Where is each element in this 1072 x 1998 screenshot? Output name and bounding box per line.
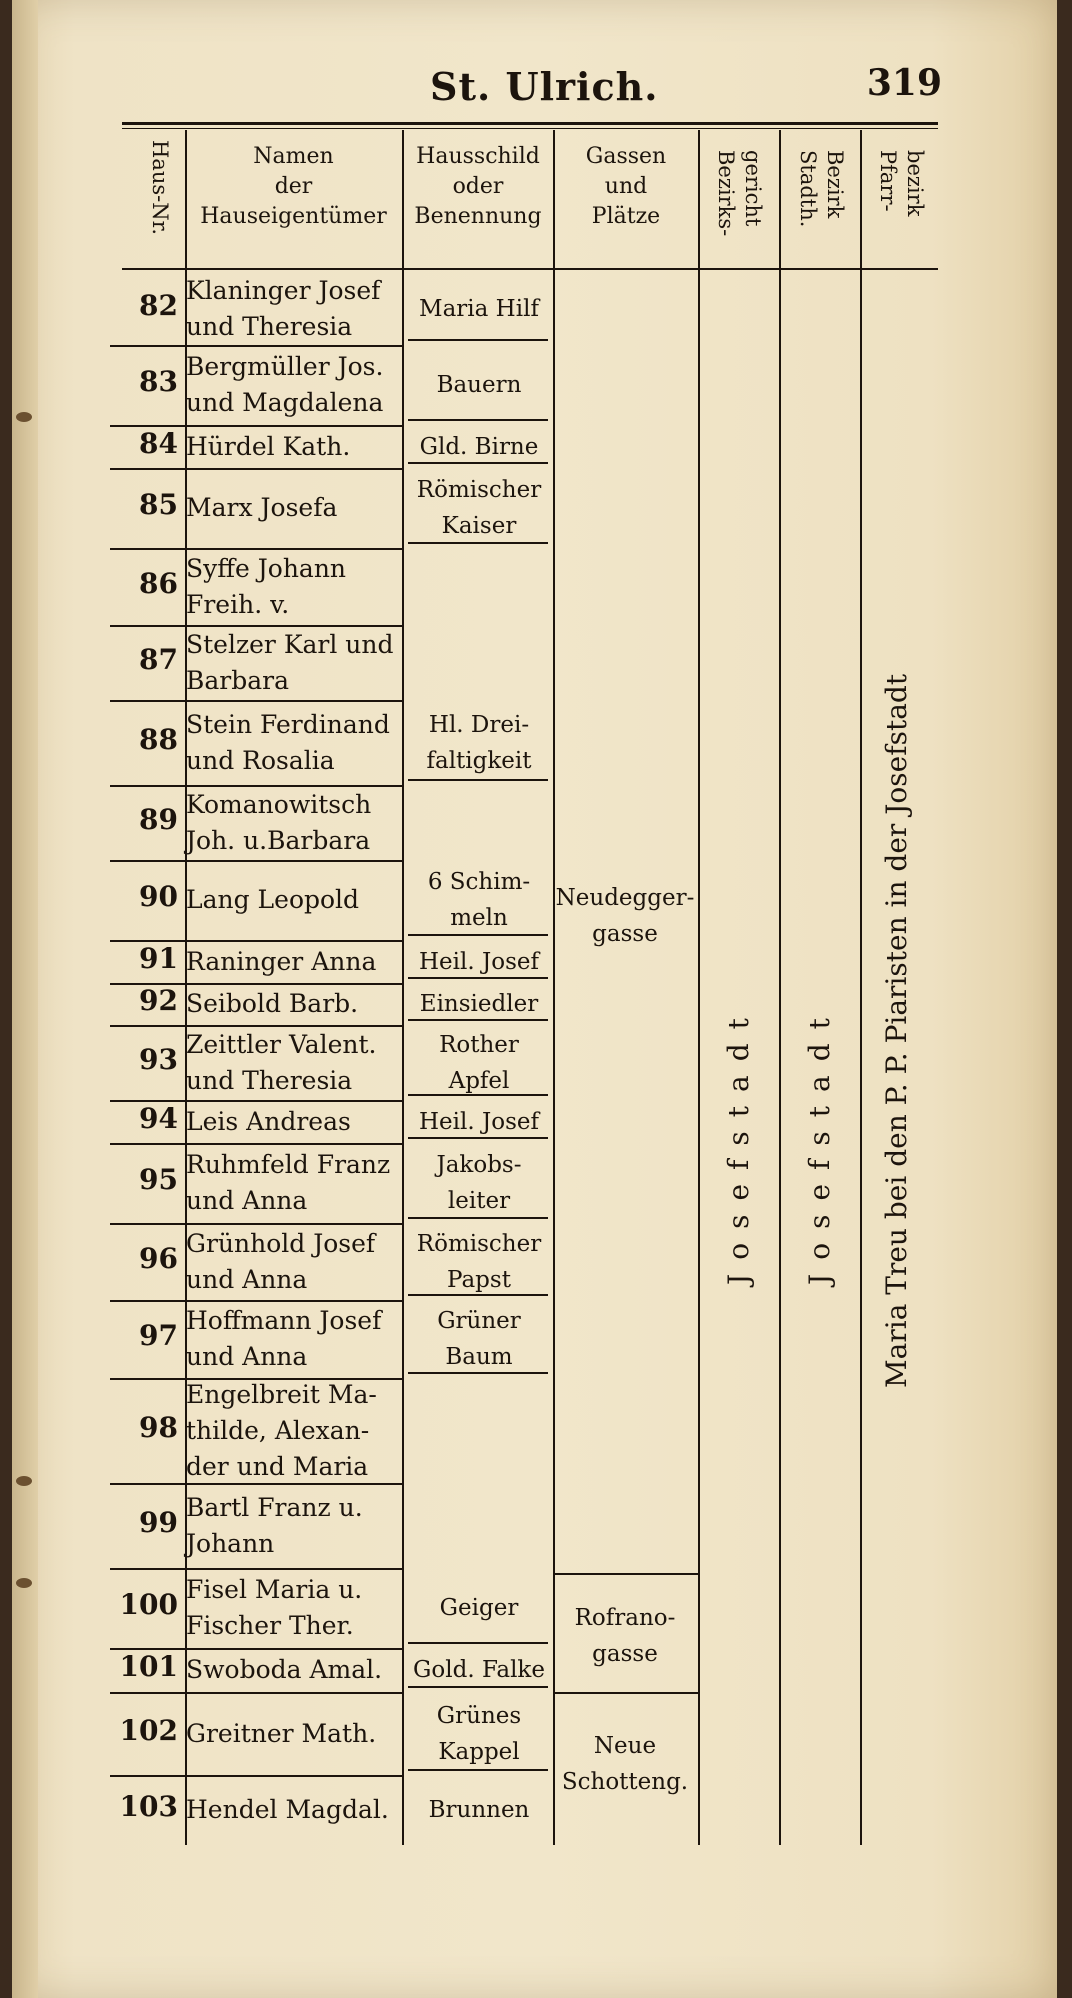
owner-name-line: und Anna	[186, 1264, 308, 1294]
col-head-owners-line: der	[274, 174, 313, 199]
owner-name-line: der und Maria	[186, 1451, 369, 1481]
sign-divider	[408, 1642, 548, 1644]
street-rofrano	[555, 1600, 695, 1672]
col-head-court-2: gericht	[741, 150, 765, 227]
house-sign-line: Jakobs-	[436, 1152, 522, 1178]
street-divider	[553, 1692, 698, 1694]
page-header	[110, 58, 940, 118]
owner-name-line: Ruhmfeld Franz	[186, 1150, 391, 1179]
header-rule-thin	[122, 128, 938, 129]
house-number: 85	[139, 488, 178, 521]
page-number: 319	[866, 62, 942, 104]
owner-name-line: Klaninger Josef	[186, 275, 381, 305]
owner-name-line: Fisel Maria u.	[186, 1575, 363, 1604]
binding-stitch	[16, 1476, 32, 1486]
owner-name	[186, 349, 401, 421]
house-sign	[405, 1652, 553, 1688]
col-head-streets	[555, 142, 697, 232]
house-number: 96	[139, 1241, 178, 1275]
sign-divider	[408, 779, 548, 781]
page-title: St. Ulrich.	[430, 64, 659, 109]
house-number: 90	[139, 880, 178, 913]
row-divider	[110, 1568, 402, 1570]
owner-name-line: Hendel Magdal.	[186, 1795, 389, 1824]
sign-divider	[408, 1019, 548, 1021]
col-head-sign-line: Hausschild	[416, 144, 540, 169]
house-sign	[405, 291, 553, 327]
house-sign-line: Brunnen	[428, 1797, 530, 1823]
col-head-streets-line: Gassen	[585, 144, 667, 169]
owner-name-line: Hürdel Kath.	[186, 431, 351, 461]
owner-name-line: Johann	[186, 1528, 275, 1558]
house-sign	[405, 1792, 553, 1828]
street-divider	[553, 1573, 698, 1575]
house-sign-line: Römischer	[416, 1230, 542, 1257]
column-divider	[779, 130, 781, 1845]
house-number: 95	[139, 1163, 178, 1196]
binding-stitch	[16, 1578, 32, 1588]
sign-divider	[408, 1217, 548, 1219]
house-sign	[405, 472, 553, 544]
street-line: gasse	[592, 921, 658, 947]
row-divider	[110, 1483, 402, 1485]
row-divider	[110, 860, 402, 862]
row-divider	[110, 700, 402, 702]
owner-name	[186, 429, 401, 465]
owner-name-line: Fischer Ther.	[186, 1611, 354, 1640]
owner-name	[186, 1490, 401, 1562]
owner-name-line: Joh. u.Barbara	[186, 825, 371, 855]
col-head-owners	[186, 142, 401, 232]
house-sign	[405, 707, 553, 779]
owner-name-line: und Anna	[186, 1342, 308, 1371]
sign-divider	[408, 1094, 548, 1096]
row-divider	[110, 468, 402, 470]
house-number: 82	[139, 288, 178, 322]
owner-name-line: Greitner Math.	[186, 1718, 377, 1748]
house-sign	[405, 367, 553, 403]
owner-name-line: Zeittler Valent.	[186, 1029, 377, 1059]
owner-name	[186, 1104, 401, 1140]
owner-name	[186, 1303, 401, 1375]
sign-divider	[408, 1137, 548, 1139]
owner-name-line: Swoboda Amal.	[186, 1655, 383, 1684]
column-divider	[553, 130, 555, 1845]
street-line: Schotteng.	[561, 1769, 689, 1795]
house-sign	[405, 986, 553, 1022]
owner-name-line: Grünhold Josef	[186, 1228, 376, 1258]
house-sign-line: Geiger	[439, 1595, 519, 1621]
street-neue-schotten	[555, 1728, 695, 1800]
sign-divider	[408, 1294, 548, 1296]
house-sign-line: Kappel	[438, 1738, 520, 1765]
house-number: 93	[139, 1042, 178, 1076]
house-number: 88	[139, 722, 178, 756]
house-number: 83	[139, 365, 178, 398]
owner-name	[186, 986, 401, 1022]
house-sign-line: Hl. Drei-	[428, 711, 530, 738]
house-sign-line: faltigkeit	[426, 747, 532, 774]
street-line: Rofrano-	[574, 1605, 676, 1631]
owner-name	[186, 490, 401, 526]
owner-name	[186, 1652, 401, 1688]
col-head-sign-line: Benennung	[414, 204, 542, 229]
house-sign-line: Kaiser	[441, 513, 517, 539]
col-head-court: Bezirks-	[714, 150, 738, 237]
owner-name	[186, 944, 401, 980]
house-sign-line: Grüner	[437, 1308, 521, 1334]
house-sign-line: Rother	[439, 1031, 519, 1058]
house-number: 100	[119, 1588, 178, 1621]
owner-name	[186, 1792, 401, 1828]
col-head-owners-line: Namen	[253, 144, 334, 169]
owner-name-line: Raninger Anna	[186, 946, 377, 976]
owner-name-line: Stelzer Karl und	[186, 629, 394, 659]
district-josefstadt: Josefstadt	[803, 1004, 836, 1285]
house-number: 98	[139, 1410, 178, 1444]
house-number: 86	[139, 566, 178, 600]
owner-name	[186, 551, 401, 623]
owner-name-line: und Theresia	[186, 311, 353, 341]
sign-divider	[408, 977, 548, 979]
house-number: 91	[139, 941, 178, 975]
owner-name-line: thilde, Alexan-	[186, 1415, 370, 1445]
sign-divider	[408, 542, 548, 544]
owner-name-line: Komanowitsch	[186, 789, 372, 819]
col-head-house-nr: Haus-Nr.	[148, 140, 172, 236]
house-sign-line: Papst	[447, 1266, 511, 1293]
owner-name-line: Engelbreit Ma-	[186, 1379, 377, 1409]
house-sign	[405, 1104, 553, 1140]
parish-name: Maria Treu bei den P. P. Piaristen in der Josefstadt	[880, 673, 913, 1388]
house-sign	[405, 1590, 553, 1626]
owner-name-line: Freih. v.	[186, 589, 290, 619]
house-sign	[405, 1147, 553, 1219]
court-josefstadt: Josefstadt	[722, 1004, 755, 1285]
row-divider	[110, 1692, 402, 1694]
row-divider	[110, 1775, 402, 1777]
owner-name-line: Seibold Barb.	[186, 989, 359, 1018]
owner-name-line: und Theresia	[186, 1065, 353, 1095]
owner-name-line: und Rosalia	[186, 745, 335, 775]
house-number: 103	[119, 1790, 178, 1823]
house-sign-line: Heil. Josef	[419, 1108, 539, 1135]
house-number: 101	[119, 1650, 178, 1683]
owner-name	[186, 627, 401, 699]
owner-name	[186, 1027, 401, 1099]
house-sign-line: Einsiedler	[419, 991, 539, 1017]
col-head-sign	[404, 142, 552, 232]
sign-divider	[408, 934, 548, 936]
street-line: gasse	[592, 1641, 658, 1667]
house-sign	[405, 429, 553, 465]
house-sign-line: Gld. Birne	[419, 433, 539, 460]
house-sign-line: Maria Hilf	[419, 295, 539, 322]
house-number: 92	[139, 984, 178, 1017]
col-head-owners-line: Hauseigentümer	[200, 204, 387, 229]
house-sign	[405, 1226, 553, 1298]
owner-name	[186, 1377, 401, 1485]
house-number: 94	[139, 1101, 178, 1135]
house-number: 84	[139, 426, 178, 460]
owner-name	[186, 787, 401, 859]
owner-name-line: Bergmüller Jos.	[186, 352, 384, 381]
owner-name-line: Syffe Johann	[186, 553, 347, 583]
column-divider	[402, 130, 404, 1845]
owner-name	[186, 882, 401, 918]
house-sign	[405, 1303, 553, 1375]
house-sign-line: Bauern	[436, 372, 522, 398]
house-sign-line: Römischer	[416, 477, 542, 503]
owner-name-line: Lang Leopold	[186, 885, 360, 914]
header-rule	[122, 122, 938, 125]
street-line: Neue	[593, 1733, 657, 1759]
house-sign-line: Apfel	[448, 1067, 510, 1094]
house-sign-line: Heil. Josef	[419, 948, 539, 975]
col-head-streets-line: und	[604, 174, 648, 199]
house-sign-line: Gold. Falke	[413, 1657, 545, 1683]
street-neudegger	[555, 880, 695, 952]
sign-divider	[408, 339, 548, 341]
owner-name-line: Barbara	[186, 665, 289, 695]
owner-name	[186, 707, 401, 779]
house-sign-line: meln	[450, 905, 508, 931]
house-sign	[405, 1698, 553, 1770]
sign-divider	[408, 1686, 548, 1688]
house-number: 99	[139, 1505, 178, 1539]
binding-stitch	[16, 412, 32, 422]
row-divider	[110, 1300, 402, 1302]
book-spine	[12, 0, 38, 1998]
column-divider	[698, 130, 700, 1845]
house-sign-line: leiter	[447, 1188, 511, 1214]
col-head-streets-line: Plätze	[591, 204, 661, 229]
col-head-parish: Pfarr-	[876, 150, 900, 212]
col-head-parish-2: bezirk	[903, 150, 927, 217]
house-number: 89	[139, 802, 178, 836]
house-number: 87	[139, 642, 178, 676]
owner-name-line: und Magdalena	[186, 388, 384, 417]
owner-name-line: Stein Ferdinand	[186, 709, 390, 739]
house-number: 102	[119, 1713, 178, 1747]
owner-name-line: Bartl Franz u.	[186, 1492, 363, 1522]
owner-name	[186, 1147, 401, 1219]
owner-name-line: Leis Andreas	[186, 1106, 351, 1136]
owner-name-line: Marx Josefa	[186, 493, 338, 522]
owner-name	[186, 1572, 401, 1644]
header-bottom-rule	[122, 268, 938, 270]
house-sign-line: Grünes	[436, 1702, 522, 1729]
row-divider	[110, 1143, 402, 1145]
sign-divider	[408, 1372, 548, 1374]
column-divider	[860, 130, 862, 1845]
col-head-district-2: Bezirk	[823, 150, 847, 219]
owner-name-line: und Anna	[186, 1186, 308, 1215]
street-line: Neudegger-	[555, 885, 695, 911]
house-sign-line: Baum	[445, 1344, 513, 1370]
house-sign	[405, 1027, 553, 1099]
owner-name	[186, 1716, 401, 1752]
col-head-district: Stadth.	[796, 150, 820, 228]
sign-divider	[408, 462, 548, 464]
row-divider	[110, 345, 402, 347]
sign-divider	[408, 419, 548, 421]
house-sign-line: 6 Schim-	[427, 869, 531, 895]
owner-name	[186, 273, 401, 345]
house-number: 97	[139, 1319, 178, 1352]
house-sign	[405, 864, 553, 936]
owner-name-line: Hoffmann Josef	[186, 1306, 382, 1335]
col-head-sign-line: oder	[452, 174, 504, 199]
sign-divider	[408, 1769, 548, 1771]
house-sign	[405, 944, 553, 980]
owner-name	[186, 1226, 401, 1298]
